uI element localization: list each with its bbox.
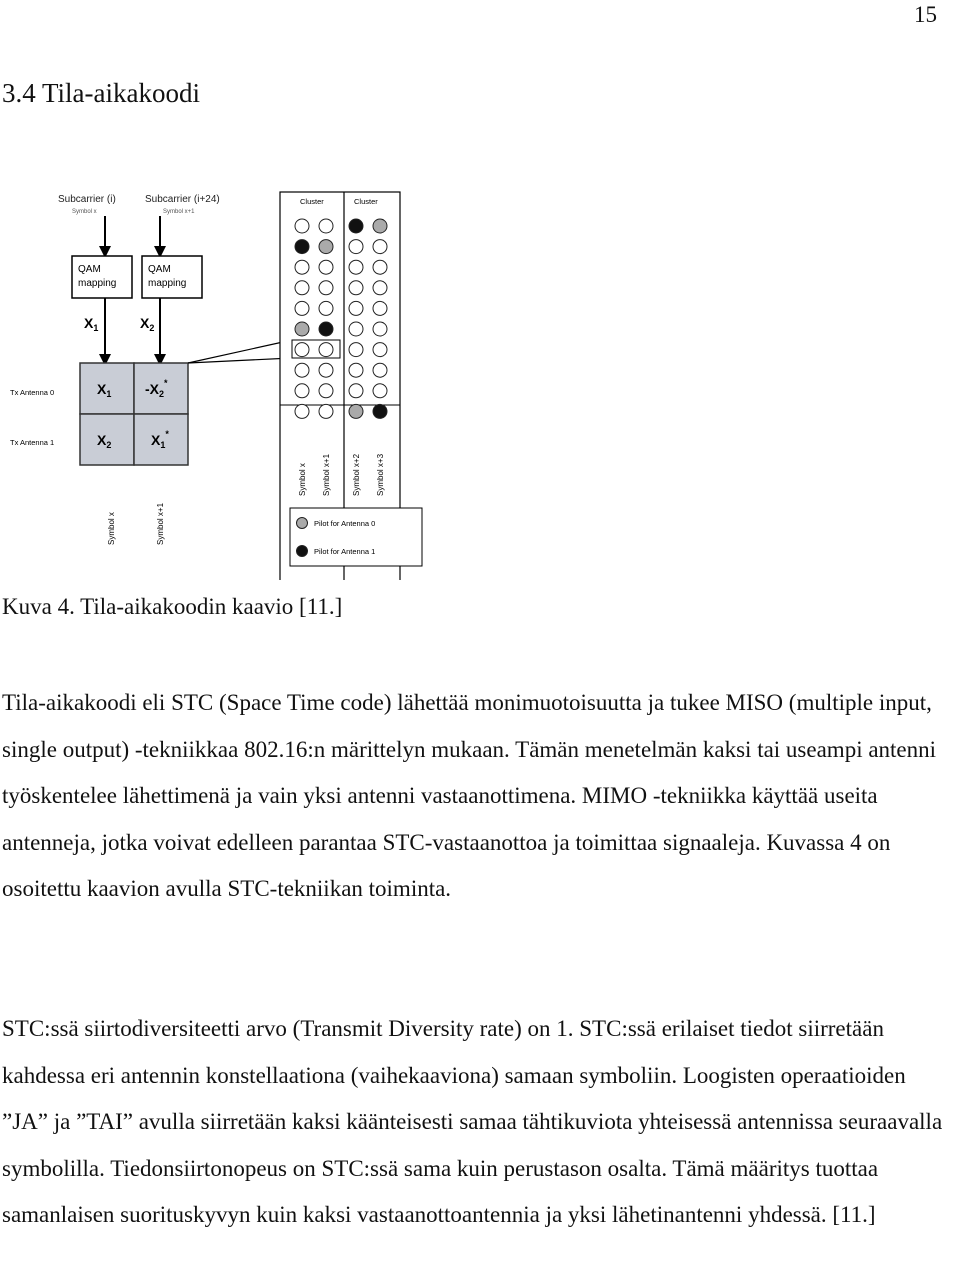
grid-subcarrier-circle: [373, 281, 387, 295]
grid-subcarrier-circle: [295, 363, 309, 377]
grid-subcarrier-circle: [295, 219, 309, 233]
grid-subcarrier-circle: [349, 240, 363, 254]
grid-subcarrier-circle: [373, 384, 387, 398]
grid-subcarrier-circle: [319, 301, 333, 315]
grid-subcarrier-circle: [373, 219, 387, 233]
legend-pilot-1-swatch: [297, 546, 308, 557]
grid-subcarrier-circle: [349, 219, 363, 233]
subcarrier-i24-label: Subcarrier (i+24): [145, 194, 220, 205]
grid-subcarrier-circle: [295, 384, 309, 398]
grid-subcarrier-circle: [295, 260, 309, 274]
grid-subcarrier-circle: [349, 363, 363, 377]
x2-label: $X_2$: [140, 315, 155, 333]
subcarrier-i-sublabel: Symbol x: [72, 209, 97, 215]
grid-subcarrier-circle: [373, 343, 387, 357]
grid-subcarrier-circle: [295, 281, 309, 295]
grid-subcarrier-circle: [373, 363, 387, 377]
matrix-cell-00: $X_1$: [97, 381, 112, 399]
matrix-symbol-x1-label: Symbol x+1: [156, 502, 165, 545]
cluster-label-left: Cluster: [300, 197, 324, 206]
grid-subcarrier-circle: [295, 404, 309, 418]
grid-subcarrier-circle: [349, 322, 363, 336]
section-heading: 3.4 Tila-aikakoodi: [2, 78, 201, 108]
legend-pilot-0-label: Pilot for Antenna 0: [314, 519, 376, 528]
grid-subcarrier-circle: [373, 260, 387, 274]
qam-mapping-box-2: [142, 256, 202, 298]
grid-symbol-label-3: Symbol x+3: [376, 453, 385, 496]
grid-subcarrier-circle: [295, 301, 309, 315]
grid-subcarrier-circle: [349, 301, 363, 315]
matrix-cell-01: $-X_2^*$: [145, 378, 168, 399]
grid-subcarrier-circle: [319, 281, 333, 295]
grid-subcarrier-circle: [319, 219, 333, 233]
paragraph-2: STC:ssä siirtodiversiteetti arvo (Transmit Diversity rate) on 1. STC:ssä erilaiset tiedot siirretään kahdessa eri antennin konstellaationa (vaihekaaviona) samaan symboliin. Loogisten operaatioiden ”JA” ja ”TAI” avulla siirretään kaksi käänteisesti samaa tähtikuviota yhteisessä antennissa seuraavalla symbolilla. Tiedonsiirtonopeus on STC:ssä sama kuin perustason osalta. Tämä määritys tuottaa samanlaisen suorituskyvyn kuin kaksi vastaanottoantennia ja yksi lähetinantenni yhdessä. [11.]: [2, 1016, 943, 1227]
cluster-label-right: Cluster: [354, 197, 378, 206]
grid-subcarrier-circle: [373, 322, 387, 336]
tx-antenna-0-label: Tx Antenna 0: [10, 388, 55, 397]
page-number: 15: [914, 2, 937, 27]
grid-subcarrier-circle: [319, 240, 333, 254]
grid-subcarrier-circle: [319, 260, 333, 274]
grid-subcarrier-circle: [349, 404, 363, 418]
qam-mapping-box-1: [72, 256, 132, 298]
grid-subcarrier-circle: [349, 281, 363, 295]
legend-pilot-0-swatch: [297, 518, 308, 529]
legend-pilot-1-label: Pilot for Antenna 1: [314, 547, 376, 556]
grid-subcarrier-circle: [349, 343, 363, 357]
grid-subcarrier-circle: [319, 363, 333, 377]
connector-line-bottom: [188, 358, 292, 363]
paragraph-1: Tila-aikakoodi eli STC (Space Time code) lähettää monimuotoisuutta ja tukee MISO (multiple input, single output) -tekniikkaa 802.16:n märittelyn mukaan. Tämän menetelmän kaksi tai useampi antenni työskentelee lähettimenä ja vain yksi antenni vastaanottimena. MIMO -tekniikka käyttää useita antenneja, jotka voivat edelleen parantaa STC-vastaanottoa ja toimittaa signaaleja. Kuvassa 4 on osoitettu kaavion avulla STC-tekniikan toiminta.: [2, 690, 937, 901]
grid-subcarrier-circle: [319, 384, 333, 398]
matrix-cell-10: $X_2$: [97, 432, 112, 450]
svg-text:mapping: mapping: [78, 278, 117, 289]
matrix-symbol-x-label: Symbol x: [107, 512, 116, 545]
subcarrier-i-label: Subcarrier (i): [58, 194, 116, 205]
grid-subcarrier-circle: [295, 322, 309, 336]
grid-subcarrier-circle: [319, 322, 333, 336]
grid-subcarrier-circle: [349, 384, 363, 398]
svg-text:mapping: mapping: [148, 278, 187, 289]
x1-label: $X_1$: [84, 315, 99, 333]
matrix-cell-11: $X_1^*$: [151, 429, 169, 450]
svg-text:QAM: QAM: [148, 264, 171, 275]
grid-subcarrier-circle: [373, 301, 387, 315]
grid-subcarrier-circle: [349, 260, 363, 274]
grid-symbol-label-0: Symbol x: [298, 463, 307, 496]
connector-line-top: [188, 340, 292, 363]
grid-symbol-label-2: Symbol x+2: [352, 453, 361, 496]
grid-symbol-label-1: Symbol x+1: [322, 453, 331, 496]
grid-subcarrier-circle: [373, 240, 387, 254]
grid-subcarrier-circle: [295, 240, 309, 254]
stc-matrix: [80, 363, 188, 465]
figure-caption: Kuva 4. Tila-aikakoodin kaavio [11.]: [2, 594, 343, 619]
grid-subcarrier-circle: [319, 343, 333, 357]
tx-antenna-1-label: Tx Antenna 1: [10, 438, 55, 447]
grid-subcarrier-circle: [373, 404, 387, 418]
grid-subcarrier-circle: [295, 343, 309, 357]
subcarrier-i24-sublabel: Symbol x+1: [163, 209, 195, 215]
pilot-legend: [290, 508, 422, 566]
svg-text:QAM: QAM: [78, 264, 101, 275]
stc-diagram: [0, 180, 460, 580]
grid-subcarrier-circle: [319, 404, 333, 418]
